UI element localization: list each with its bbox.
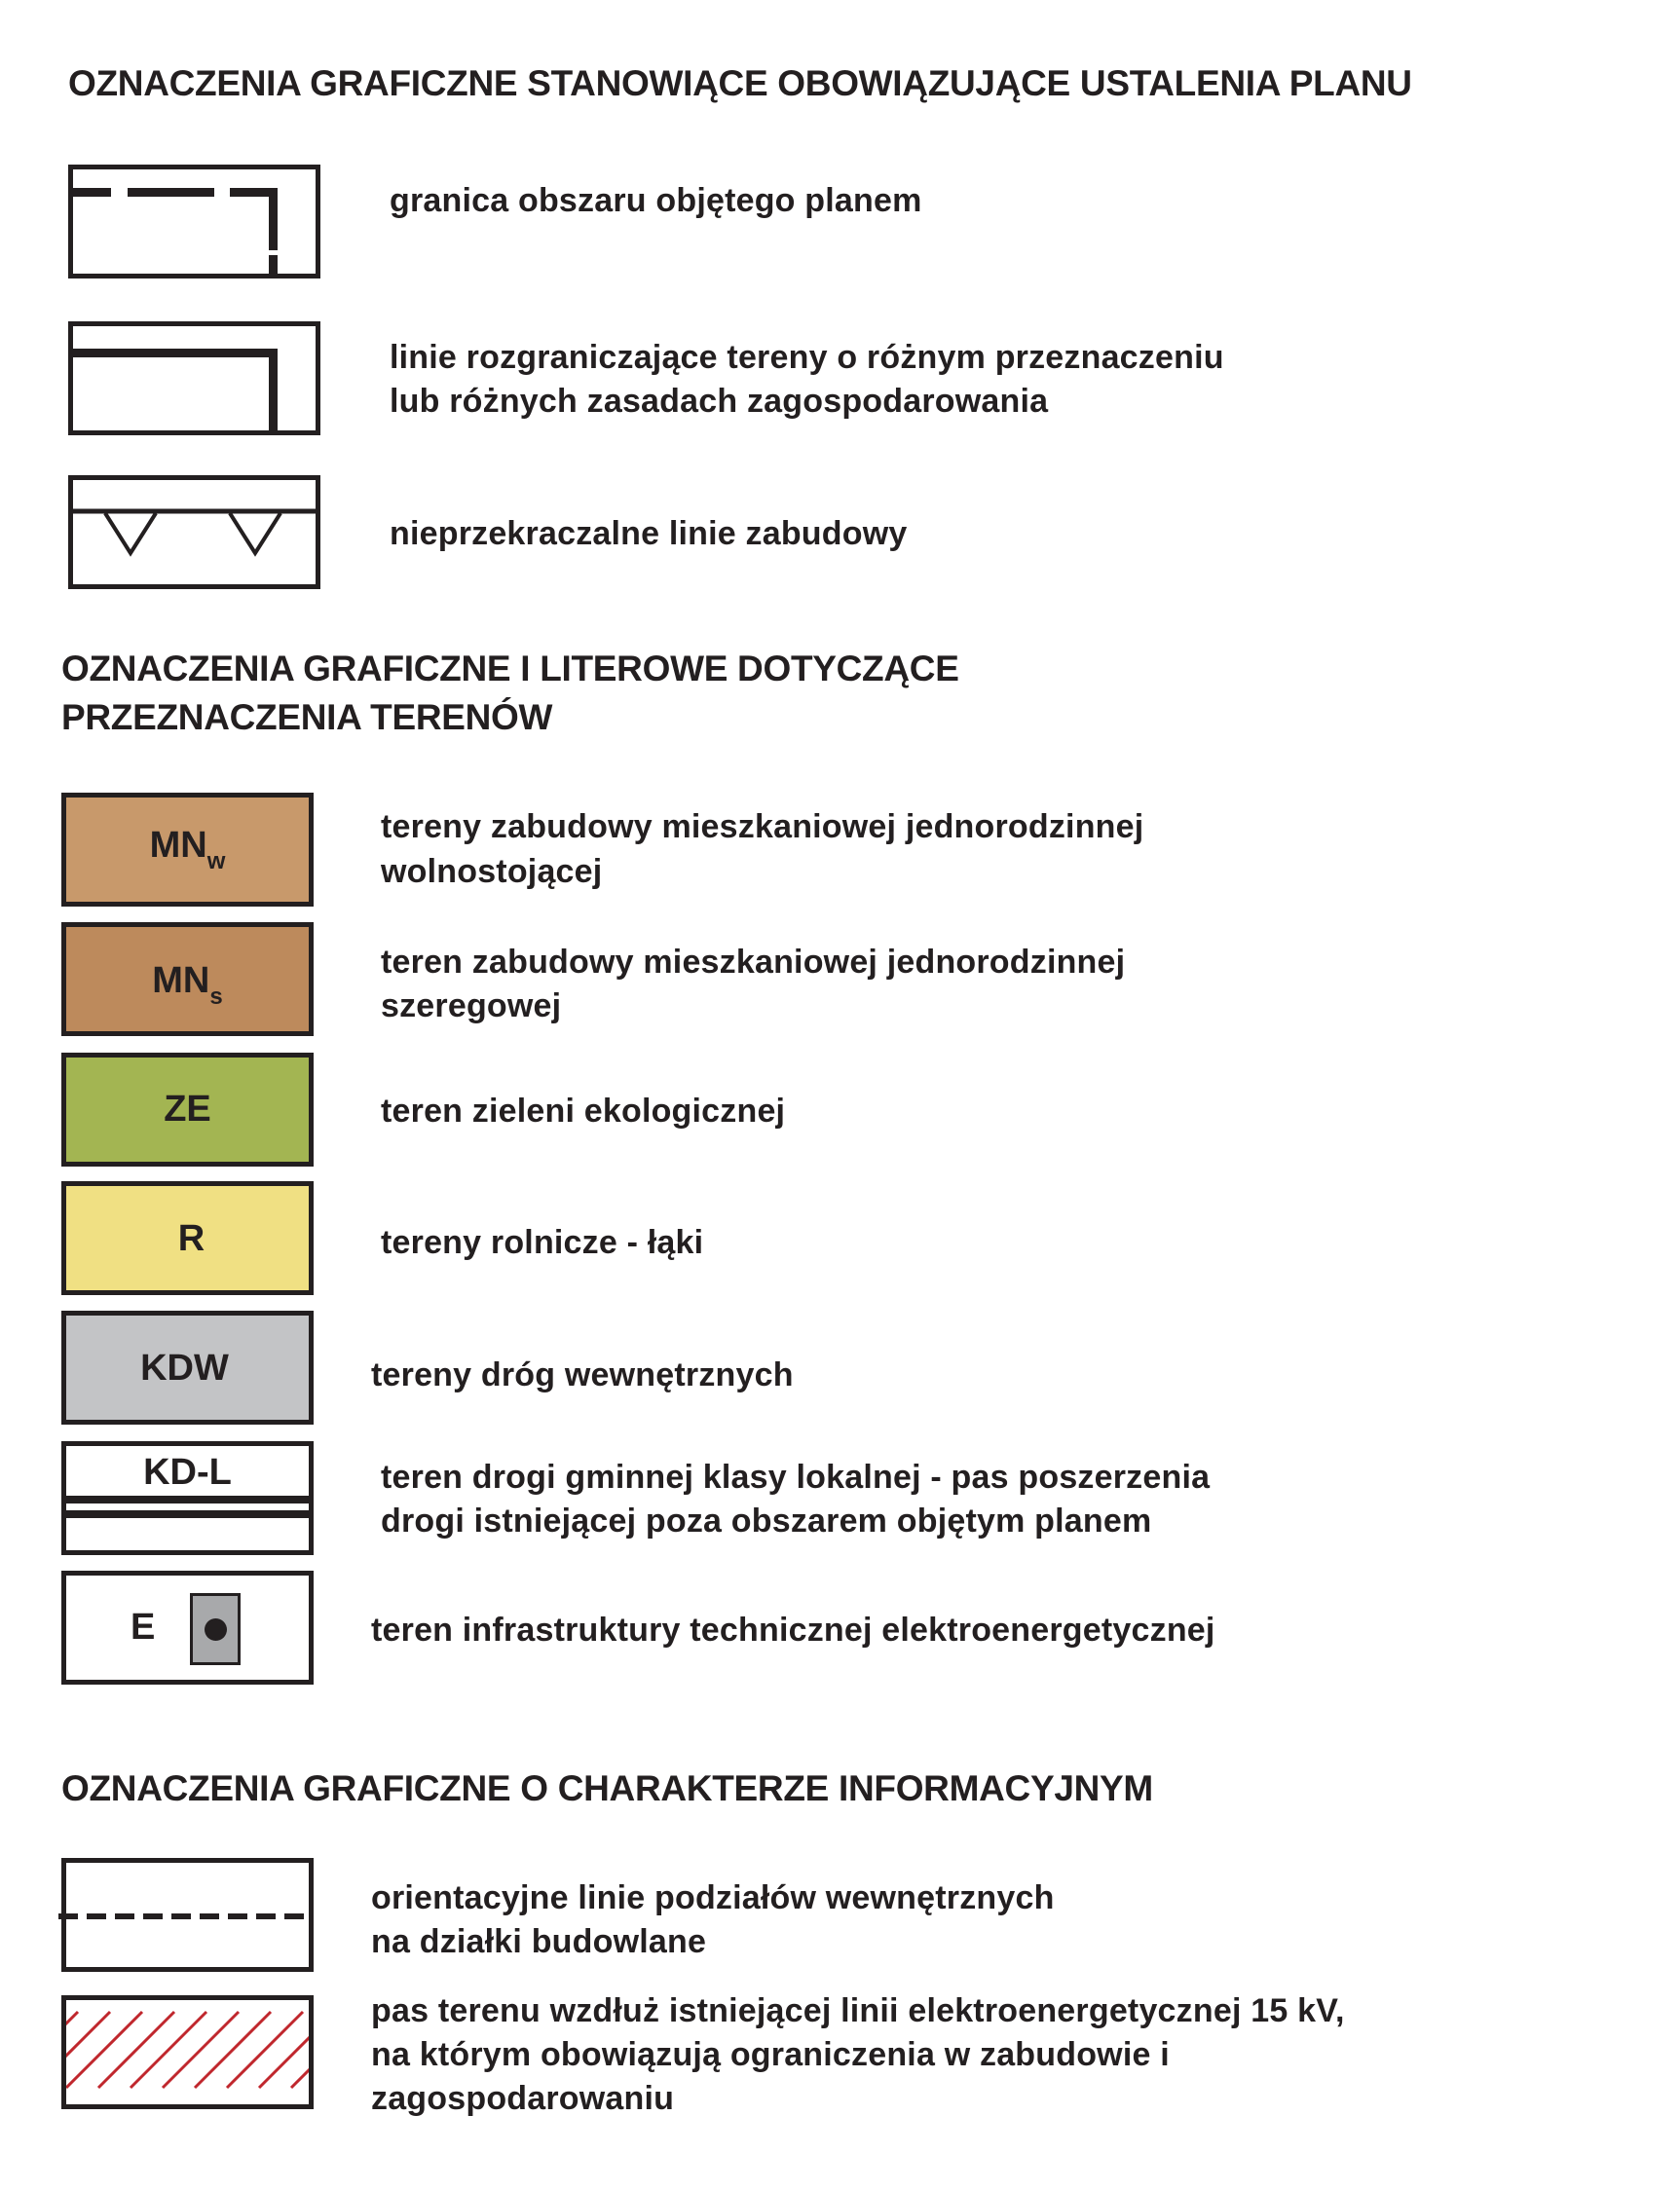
road-line-lower [66, 1510, 309, 1518]
dashed-boundary-icon [68, 165, 320, 278]
red-hatch-icon [61, 1995, 314, 2109]
zone-code: MN [152, 960, 210, 1001]
building-line-icon [68, 475, 320, 589]
zone-code: ZE [164, 1089, 211, 1130]
legend-label: drogi istniejącej poza obszarem objętym planem [381, 1503, 1152, 1540]
legend-label: teren drogi gminnej klasy lokalnej - pas poszerzenia [381, 1459, 1211, 1496]
hatch-line [2, 2012, 78, 2088]
legend-label: pas terenu wzdłuż istniejącej linii elektroenergetycznej 15 kV, [371, 1992, 1345, 2029]
dividing-lines-symbol [68, 321, 320, 435]
legend-label: wolnostojącej [381, 853, 603, 890]
plan-boundary-symbol [68, 165, 320, 278]
hatch-line [163, 2012, 239, 2088]
hatch-line [98, 2012, 174, 2088]
legend-label: na którym obowiązują ograniczenia w zabudowie i [371, 2036, 1170, 2073]
zone-swatch-kdw [61, 1311, 314, 1425]
legend-label: granica obszaru objętego planem [390, 182, 922, 219]
hatch-line [227, 2012, 303, 2088]
legend-label: linie rozgraniczające tereny o różnym przeznaczeniu [390, 339, 1224, 376]
hatch-line [34, 2012, 110, 2088]
legend-label: nieprzekraczalne linie zabudowy [390, 515, 908, 552]
zone-swatch-ze [61, 1053, 314, 1167]
legend-label: zagospodarowaniu [371, 2080, 675, 2117]
legend-label: teren zabudowy mieszkaniowej jednorodzinnej [381, 944, 1126, 981]
section-title-informational: OZNACZENIA GRAFICZNE O CHARAKTERZE INFORMACYJNYM [61, 1768, 1153, 1808]
zone-code: KDW [140, 1348, 229, 1389]
hatch-line [66, 2012, 142, 2088]
hatch-line [131, 2012, 206, 2088]
road-line-upper [66, 1496, 309, 1503]
solid-boundary-icon [68, 321, 320, 435]
zone-code-sub: w [206, 848, 226, 874]
legend-label: tereny zabudowy mieszkaniowej jednorodzinnej [381, 808, 1144, 845]
zone-code: KD-L [143, 1452, 232, 1493]
hatch-line [259, 2012, 335, 2088]
section-title-binding: OZNACZENIA GRAFICZNE STANOWIĄCE OBOWIĄZUJĄCE USTALENIA PLANU [68, 63, 1412, 103]
section-title-land-use: OZNACZENIA GRAFICZNE I LITEROWE DOTYCZĄCE [61, 649, 959, 688]
zone-code: E [131, 1607, 156, 1648]
legend-label: orientacyjne linie podziałów wewnętrznych [371, 1879, 1055, 1916]
zone-swatch-r [61, 1181, 314, 1295]
hatch-line [195, 2012, 271, 2088]
legend-label: na działki budowlane [371, 1923, 707, 1960]
hatch-line [291, 2012, 367, 2088]
zone-swatch-kdl [61, 1441, 314, 1555]
zone-swatch-mnw [61, 793, 314, 907]
legend-label: tereny dróg wewnętrznych [371, 1356, 794, 1393]
zone-code: MN [149, 825, 207, 866]
zone-swatch-mns [61, 922, 314, 1036]
legend-label: szeregowej [381, 987, 562, 1024]
section-title-land-use: PRZEZNACZENIA TERENÓW [61, 697, 553, 737]
power-line-zone-symbol [61, 1995, 314, 2109]
zone-code-sub: s [209, 984, 223, 1010]
dashed-division-icon [61, 1858, 314, 1972]
zone-code: R [177, 1218, 205, 1259]
plot-division-symbol [61, 1858, 314, 1972]
building-line-symbol [68, 475, 320, 589]
legend-label: teren infrastruktury technicznej elektroenergetycznej [371, 1612, 1215, 1649]
zone-swatch-e [61, 1571, 314, 1685]
hatch-line [0, 2012, 46, 2088]
station-dot-icon [205, 1618, 227, 1641]
legend-label: tereny rolnicze - łąki [381, 1224, 704, 1261]
transformer-station-icon [190, 1593, 241, 1665]
legend-label: teren zieleni ekologicznej [381, 1093, 786, 1130]
legend-label: lub różnych zasadach zagospodarowania [390, 383, 1049, 420]
